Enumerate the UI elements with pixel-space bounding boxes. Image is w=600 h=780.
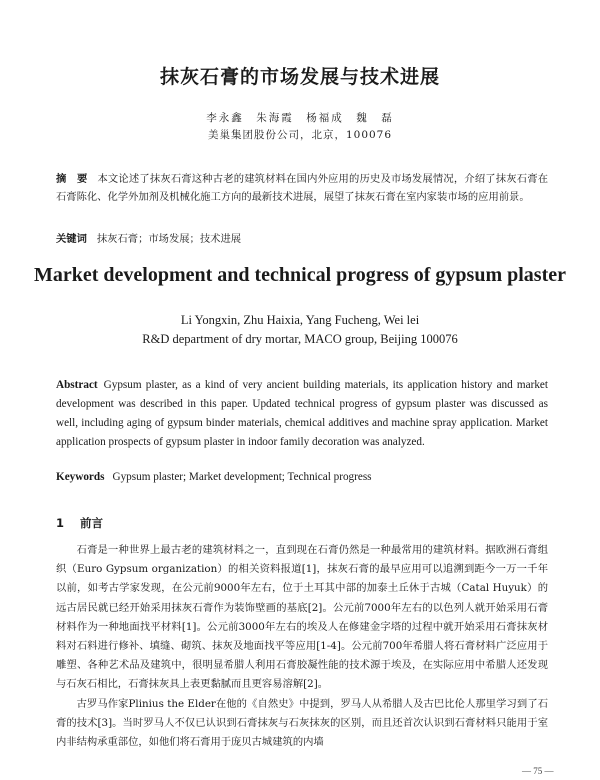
english-keywords — [56, 469, 548, 485]
chinese-authors: 李永鑫 朱海霞 杨福成 魏 磊 — [206, 112, 394, 124]
chinese-title: 抹灰石膏的市场发展与技术进展 — [159, 66, 440, 88]
section-heading — [56, 515, 103, 531]
section-title: 前言 — [80, 516, 104, 530]
chinese-keywords-text: 抹灰石膏；市场发展；技术进展 — [96, 233, 242, 245]
english-abstract — [56, 376, 548, 452]
english-abstract-text: Gypsum plaster, as a kind of very ancient building materials, its application history and market development was described in this paper. Updated technical progress of gypsum plaster was discussed as well, including aging of gypsum binder materials, chemical additives and machine spray application. Market application prospects of gypsum plaster in indoor family decoration was analyzed. — [56, 379, 548, 448]
body-paragraph-2: 古罗马作家Plinius the Elder在他的《自然史》中提到，罗马人从希腊人及古巴比伦人那里学习到了石膏的技术[3]。当时罗马人不仅已认识到石膏抹灰与石灰抹灰的区别，而且还首次认识到石膏材料只能用于室内非结构承重部位，如他们将石膏用于庞贝古城建筑的内墙 — [56, 697, 548, 749]
body-text — [56, 541, 548, 752]
english-abstract-label: Abstract — [56, 379, 98, 391]
chinese-keywords-label: 关键词 — [56, 233, 87, 245]
body-paragraph-1: 石膏是一种世界上最古老的建筑材料之一，直到现在石膏仍然是一种最常用的建筑材料。据欧洲石膏组织（Euro Gypsum organization）的相关资料报道[1]，抹灰石膏的最早应用可以追溯到距今一万一千年以前，如考古学家发现，在公元前9000年左右，位于土耳其中部的加泰土丘休于古城（Catal Huyuk）的远古居民就已经开始采用抹灰石膏作为装饰壁画的基底[2]。公元前7000年左右的以色列人就开始采用石膏材料作为一种地面找平材料[1]。公元前3000年左右的埃及人在修建金字塔的过程中就开始采用石膏抹灰材料对石料进行修补、填缝、砌筑、抹灰及地面找平等应用[1-4]。公元前700年希腊人将石膏材料广泛应用于雕塑、各种艺术品及建筑中，很明显希腊人利用石膏胶凝性能的技术源于埃及，在实际应用中希腊人还发现与石灰石相比，石膏抹灰具上表更黏腻而且更容易溶解[2]。 — [56, 544, 548, 691]
page-number: — 75 — — [522, 766, 554, 776]
english-title: Market development and technical progress of gypsum plaster — [33, 264, 566, 286]
english-keywords-text: Gypsum plaster; Market development; Technical progress — [112, 471, 372, 483]
chinese-abstract-label: 摘 要 — [56, 173, 88, 185]
section-number: 1 — [56, 516, 65, 530]
english-affiliation: R&D department of dry mortar, MACO group, Beijing 100076 — [142, 332, 458, 346]
english-authors: Li Yongxin, Zhu Haixia, Yang Fucheng, Wei lei — [180, 313, 420, 327]
chinese-abstract-text: 本文论述了抹灰石膏这种古老的建筑材料在国内外应用的历史及市场发展情况，介绍了抹灰石膏在石膏陈化、化学外加剂及机械化施工方向的最新技术进展，展望了抹灰石膏在室内家装市场的应用前景。 — [56, 173, 549, 203]
chinese-keywords — [56, 231, 548, 247]
chinese-affiliation: 美巢集团股份公司，北京，100076 — [207, 129, 393, 141]
english-keywords-label: Keywords — [56, 471, 105, 483]
chinese-abstract — [56, 170, 548, 206]
